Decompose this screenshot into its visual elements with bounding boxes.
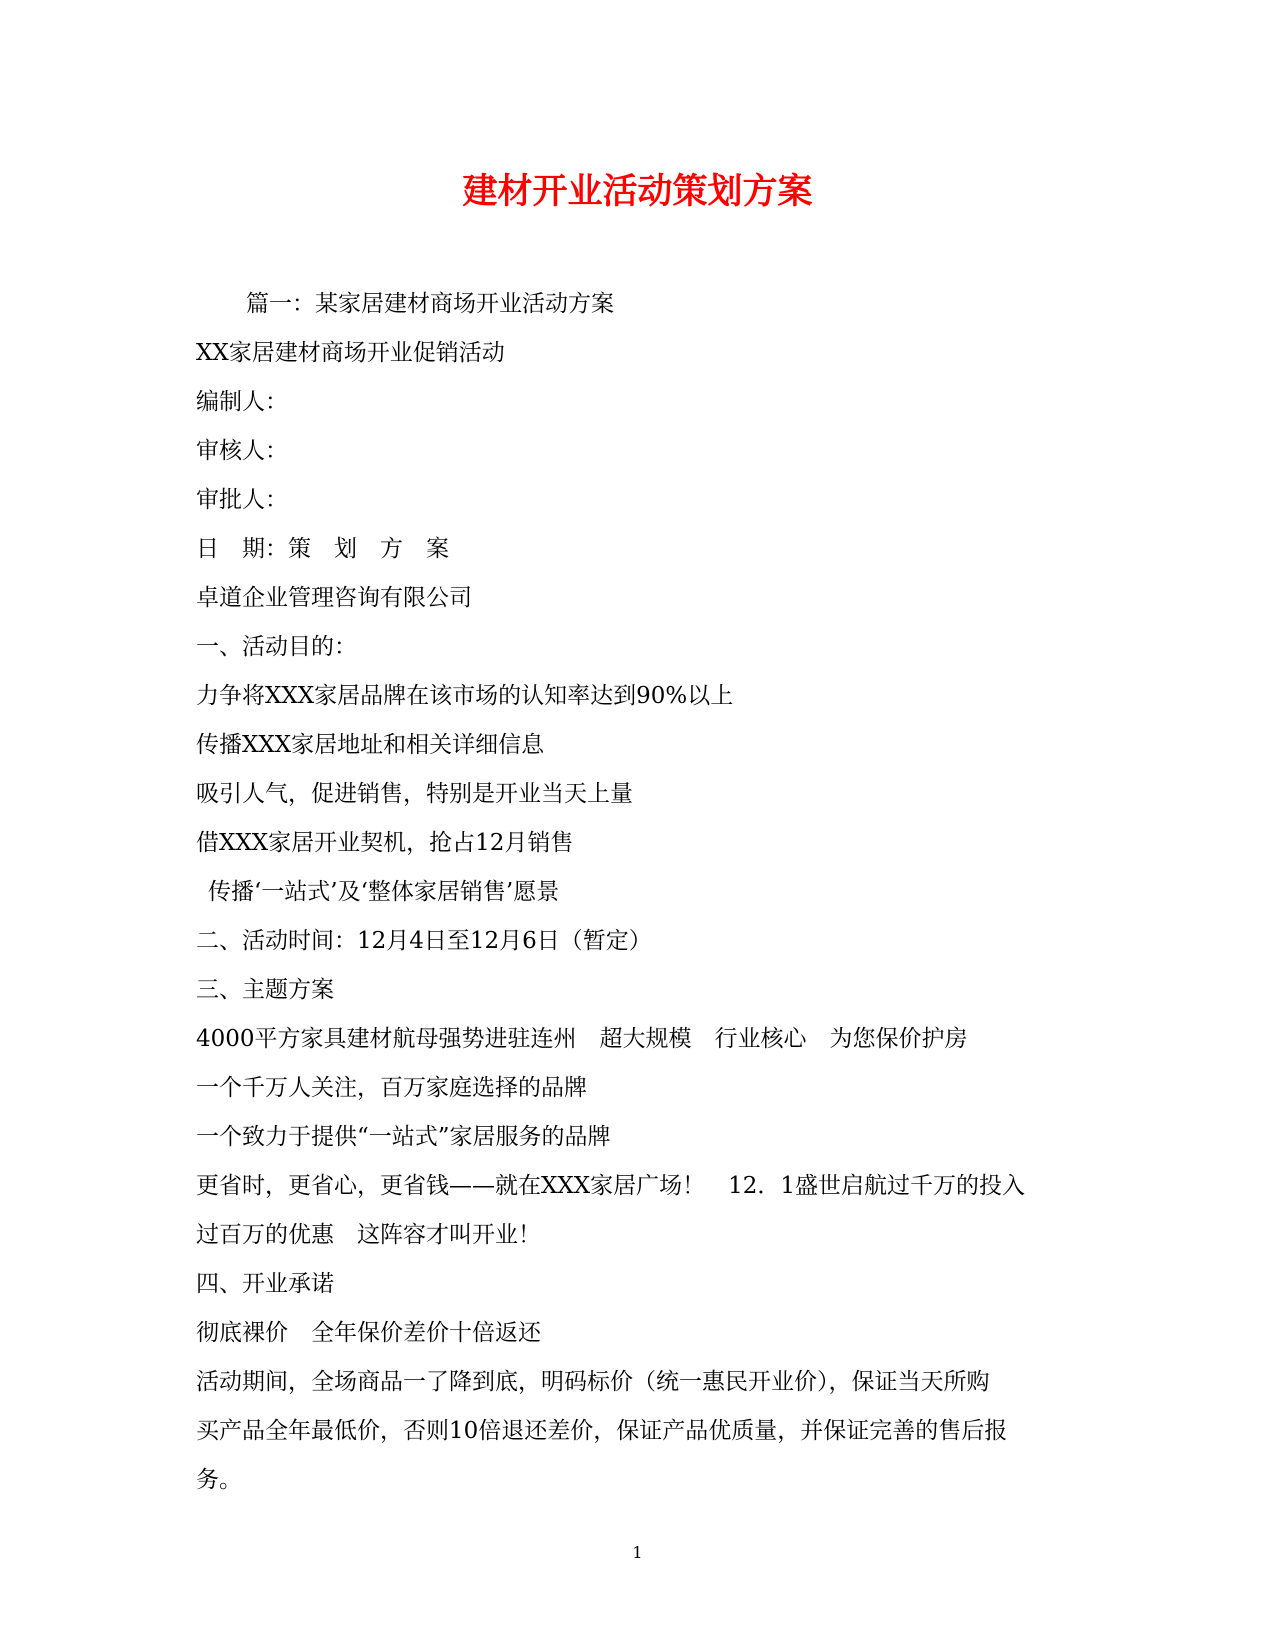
objective-line: 力争将XXX家居品牌在该市场的认知率达到90%以上 [196,683,734,709]
objective-line: 借XXX家居开业契机，抢占12月销售 [196,830,574,856]
commitment-line: 彻底裸价 全年保价差价十倍返还 [196,1320,541,1346]
commitment-paragraph-line: 买产品全年最低价，否则10倍退还差价，保证产品优质量，并保证完善的售后报 [196,1418,1008,1444]
company-name: 卓道企业管理咨询有限公司 [196,585,472,611]
theme-line: 一个致力于提供“一站式”家居服务的品牌 [196,1124,611,1150]
section-heading-time: 二、活动时间：12月4日至12月6日（暂定） [196,928,652,954]
section-heading-commitment: 四、开业承诺 [196,1271,334,1297]
section-heading-objectives: 一、活动目的： [196,634,357,660]
date-field: 日 期：策 划 方 案 [196,536,449,562]
reviewer-field: 审核人： [196,438,288,464]
commitment-paragraph-line: 活动期间，全场商品一了降到底，明码标价（统一惠民开业价），保证当天所购 [196,1369,990,1395]
document-title: 建材开业活动策划方案 [462,171,813,212]
theme-line: 过百万的优惠 这阵容才叫开业！ [196,1222,541,1248]
theme-line: 一个千万人关注，百万家庭选择的品牌 [196,1075,587,1101]
approver-field: 审批人： [196,487,288,513]
document-body [196,280,1076,1505]
commitment-paragraph-line: 务。 [196,1467,242,1493]
page-number: 1 [632,1543,643,1562]
section-heading-part-one: 篇一：某家居建材商场开业活动方案 [246,291,614,317]
objective-line: 传播XXX家居地址和相关详细信息 [196,732,545,758]
theme-line: 更省时，更省心，更省钱——就在XXX家居广场！ 12．1盛世启航过千万的投入 [196,1173,1026,1199]
promotion-title-line: XX家居建材商场开业促销活动 [196,340,505,366]
section-heading-theme: 三、主题方案 [196,977,334,1003]
objective-line: 传播‘一站式’及‘整体家居销售’愿景 [208,879,560,905]
objective-line: 吸引人气，促进销售，特别是开业当天上量 [196,781,633,807]
theme-line: 4000平方家具建材航母强势进驻连州 超大规模 行业核心 为您保价护房 [196,1026,968,1052]
editor-field: 编制人： [196,389,288,415]
